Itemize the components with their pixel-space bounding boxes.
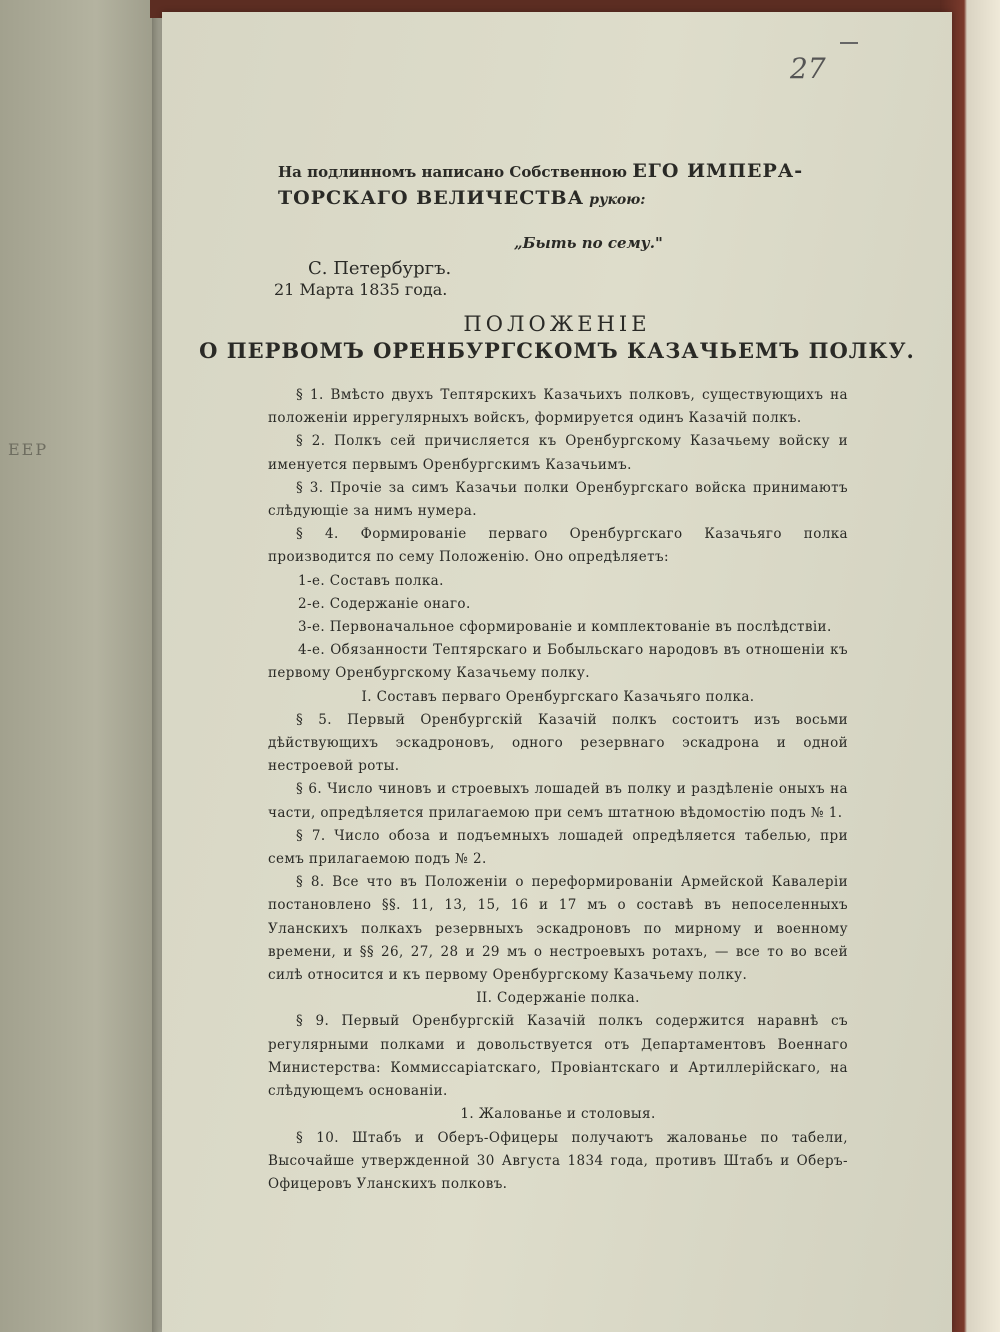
paragraph: § 7. Число обоза и подъемныхъ лошадей опредѣляется табелью, при семъ прилагаемою подъ № 2. <box>268 827 848 868</box>
paragraph: § 2. Полкъ сей причисляется къ Оренбургскому Казачьему войску и именуется первымъ Оренбургскимъ Казачьимъ. <box>268 433 848 473</box>
place: С. Петербургъ. <box>308 258 452 279</box>
title-line-2: О ПЕРВОМЪ ОРЕНБУРГСКОМЪ КАЗАЧЬЕМЪ ПОЛКУ. <box>199 338 915 363</box>
left-page-edge-text: ЕЕР <box>8 440 49 459</box>
date: 21 Марта 1835 года. <box>274 280 448 299</box>
paragraph: 2-е. Содержаніе онаго. <box>298 595 471 612</box>
header-line-1-caps: ЕГО ИМПЕРА- <box>632 160 804 182</box>
title-line-1: ПОЛОЖЕНІЕ <box>463 312 651 336</box>
section-heading: II. Содержаніе полка. <box>476 990 640 1007</box>
header-line-1 <box>278 158 858 185</box>
page-number-dash <box>840 42 858 44</box>
document-body <box>268 384 848 1196</box>
paragraph: 1-е. Составъ полка. <box>298 572 444 589</box>
header-line-2-text: рукою: <box>589 192 646 208</box>
paragraph: 4-е. Обязанности Тептярскаго и Бобыльскаго народовъ въ отношеніи къ первому Оренбургскому Казачьему полку. <box>268 642 848 682</box>
paragraph: § 6. Число чиновъ и строевыхъ лошадей въ полку и раздѣленіе оныхъ на части, опредѣляется прилагаемою при семъ штатною вѣдомостію подъ № 1. <box>268 781 848 821</box>
paragraph: § 4. Формированіе перваго Оренбургскаго Казачьяго полка производится по сему Положенію. Оно опредѣляетъ: <box>268 526 848 566</box>
section-heading: I. Составъ перваго Оренбургскаго Казачьяго полка. <box>361 688 755 705</box>
paragraph: § 10. Штабъ и Оберъ-Офицеры получаютъ жалованье по табели, Высочайше утвержденной 30 Августа 1834 года, противъ Штабъ и Оберъ-Офицеровъ Уланскихъ полковъ. <box>268 1129 848 1192</box>
section-heading: 1. Жалованье и столовыя. <box>460 1106 656 1123</box>
paragraph: § 8. Все что въ Положеніи о переформированіи Армейской Кавалеріи постановлено §§. 11, 13, 15, 16 и 17 мъ о составѣ въ непоселенныхъ Уланскихъ полкахъ резервныхъ эскадроновъ по мирному и военному времени, и §§ 26, 27, 28 и 29 мъ о нестроевыхъ ротахъ, — все то во всей силѣ относится и къ первому Оренбургскому Казачьему полку. <box>268 874 848 984</box>
decree-header <box>278 158 858 213</box>
header-line-2-caps: ТОРСКАГО ВЕЛИЧЕСТВА <box>278 187 585 209</box>
paragraph: § 3. Прочіе за симъ Казачьи полки Оренбургскаго войска принимаютъ слѣдующіе за нимъ нумера. <box>268 479 848 520</box>
header-line-1-text: На подлинномъ написано Собственною <box>278 163 628 181</box>
left-page <box>0 0 160 1332</box>
paragraph: § 5. Первый Оренбургскій Казачій полкъ состоитъ изъ восьми дѣйствующихъ эскадроновъ, одного резервнаго эскадрона и одной нестроевой роты. <box>268 711 848 775</box>
page-number: 27 <box>790 52 826 85</box>
header-line-2 <box>278 185 858 213</box>
paragraph: § 9. Первый Оренбургскій Казачій полкъ содержится наравнѣ съ регулярными полками и довольствуется отъ Департаментовъ Военнаго Министерства: Коммиссаріатскаго, Провіантскаго и Артиллерійскаго, на слѣдующемъ основаніи. <box>268 1013 848 1100</box>
document-page <box>162 12 952 1332</box>
imperial-approval: „Быть по сему." <box>514 234 663 252</box>
paragraph: 3-е. Первоначальное сформированіе и комплектованіе въ послѣдствіи. <box>298 619 832 636</box>
paragraph: § 1. Вмѣсто двухъ Тептярскихъ Казачьихъ полковъ, существующихъ на положеніи иррегулярныхъ войскъ, формируется одинъ Казачій полкъ. <box>268 387 848 427</box>
